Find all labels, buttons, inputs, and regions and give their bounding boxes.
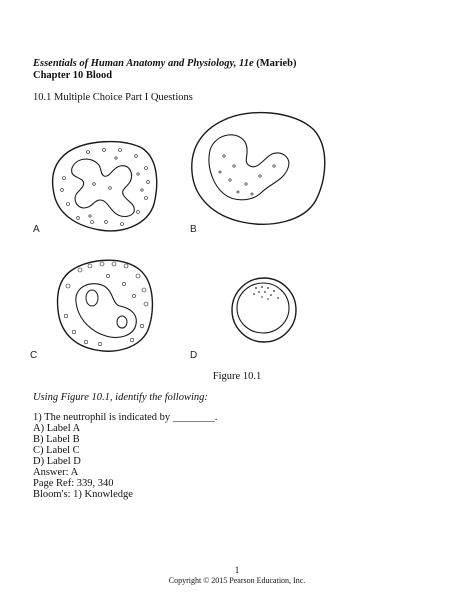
book-title-line: [33, 58, 296, 70]
cell-c-drawing: [56, 256, 156, 354]
section-heading: 10.1 Multiple Choice Part I Questions: [33, 92, 193, 103]
cell-d-stipple: [253, 286, 278, 299]
page-number: 1: [234, 565, 240, 575]
answer-line: Answer: A: [33, 467, 79, 478]
copyright-notice: Copyright © 2015 Pearson Education, Inc.: [168, 576, 306, 585]
figure-label-a: A: [33, 224, 40, 235]
book-title: Essentials of Human Anatomy and Physiology, 11e: [33, 58, 254, 69]
cell-a-neutrophil-drawing: [50, 138, 162, 234]
cell-d-drawing: [230, 274, 300, 344]
figure-label-b: B: [190, 224, 197, 235]
blooms-line: Bloom's: 1) Knowledge: [33, 489, 133, 500]
option-d: D) Label D: [33, 456, 81, 467]
book-author: (Marieb): [256, 58, 297, 69]
figure-label-c: C: [30, 350, 38, 361]
question-stem: 1) The neutrophil is indicated by ________.: [33, 412, 218, 423]
chapter-heading: Chapter 10 Blood: [33, 70, 113, 81]
cell-b-drawing: [190, 110, 328, 228]
cell-b-granules: [219, 155, 275, 195]
question-prompt: Using Figure 10.1, identify the following:: [33, 392, 208, 403]
cell-a-granules: [61, 149, 150, 226]
option-b: B) Label B: [33, 434, 80, 445]
page-ref-line: Page Ref: 339, 340: [33, 478, 114, 489]
option-c: C) Label C: [33, 445, 80, 456]
figure-label-d: D: [190, 350, 198, 361]
option-a: A) Label A: [33, 423, 81, 434]
figure-caption: Figure 10.1: [212, 371, 262, 382]
